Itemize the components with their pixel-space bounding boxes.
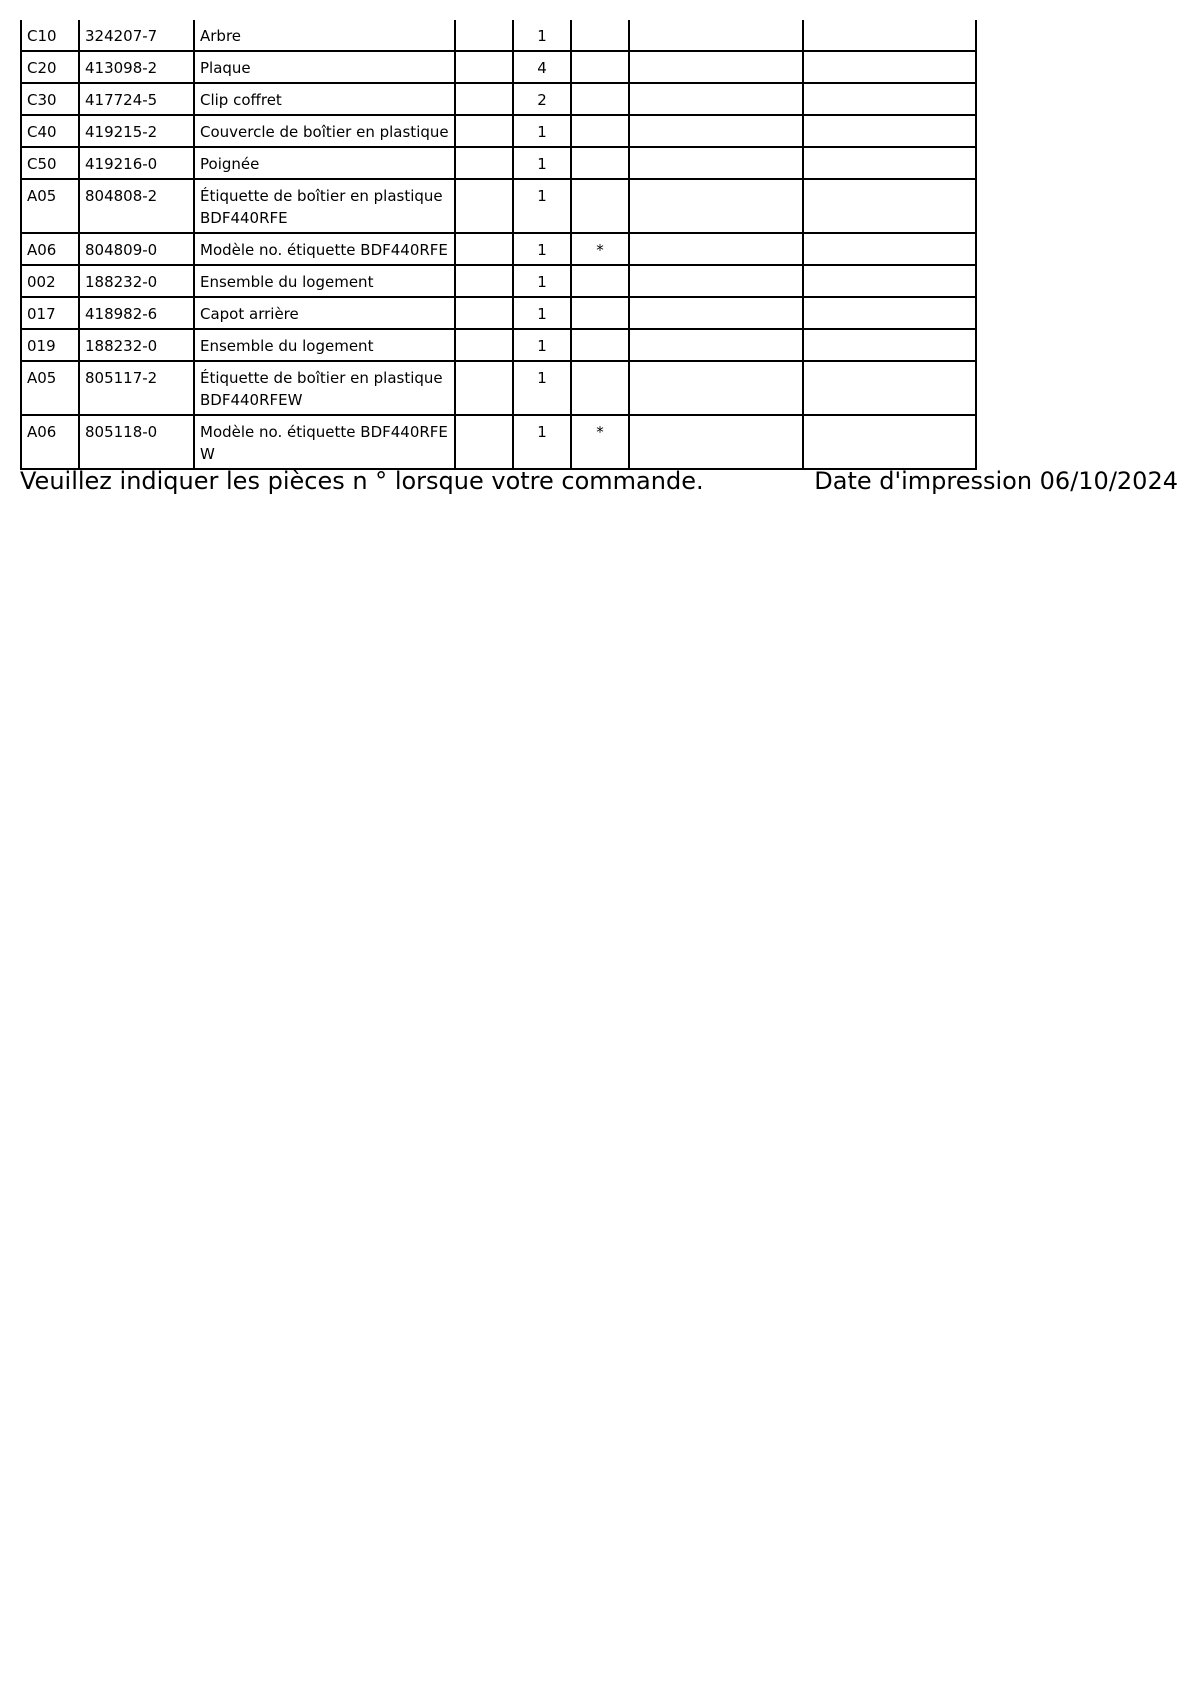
table-row <box>21 265 976 297</box>
cell-note <box>571 20 629 51</box>
cell-blank-col7 <box>629 83 803 115</box>
cell-part-number: 188232-0 <box>79 265 194 297</box>
cell-note: * <box>571 415 629 469</box>
cell-part-number: 419215-2 <box>79 115 194 147</box>
cell-note <box>571 83 629 115</box>
cell-item-number: C50 <box>21 147 79 179</box>
cell-description: Étiquette de boîtier en plastique BDF440RFEW <box>194 361 455 415</box>
cell-quantity: 1 <box>513 361 571 415</box>
cell-note: * <box>571 233 629 265</box>
cell-blank-col8 <box>803 147 976 179</box>
cell-quantity: 1 <box>513 415 571 469</box>
cell-quantity: 4 <box>513 51 571 83</box>
cell-part-number: 417724-5 <box>79 83 194 115</box>
cell-blank-col7 <box>629 51 803 83</box>
cell-note <box>571 147 629 179</box>
cell-quantity: 1 <box>513 233 571 265</box>
cell-blank-col8 <box>803 329 976 361</box>
cell-blank-col4 <box>455 83 513 115</box>
cell-item-number: C40 <box>21 115 79 147</box>
cell-part-number: 804808-2 <box>79 179 194 233</box>
table-row <box>21 83 976 115</box>
cell-blank-col4 <box>455 297 513 329</box>
cell-blank-col8 <box>803 83 976 115</box>
table-row <box>21 297 976 329</box>
cell-note <box>571 297 629 329</box>
cell-note <box>571 115 629 147</box>
table-row <box>21 179 976 233</box>
cell-item-number: A05 <box>21 361 79 415</box>
cell-description: Arbre <box>194 20 455 51</box>
cell-description: Plaque <box>194 51 455 83</box>
cell-part-number: 413098-2 <box>79 51 194 83</box>
cell-note <box>571 265 629 297</box>
order-instruction-note: Veuillez indiquer les pièces n ° lorsque votre commande. <box>20 467 704 495</box>
cell-blank-col7 <box>629 265 803 297</box>
cell-description: Ensemble du logement <box>194 329 455 361</box>
cell-note <box>571 329 629 361</box>
cell-part-number: 418982-6 <box>79 297 194 329</box>
cell-blank-col7 <box>629 415 803 469</box>
cell-blank-col7 <box>629 179 803 233</box>
cell-quantity: 2 <box>513 83 571 115</box>
cell-item-number: 019 <box>21 329 79 361</box>
cell-description: Étiquette de boîtier en plastique BDF440RFE <box>194 179 455 233</box>
cell-blank-col4 <box>455 415 513 469</box>
cell-blank-col8 <box>803 20 976 51</box>
cell-blank-col8 <box>803 51 976 83</box>
cell-blank-col7 <box>629 361 803 415</box>
cell-blank-col8 <box>803 361 976 415</box>
cell-item-number: C30 <box>21 83 79 115</box>
parts-table <box>20 20 977 470</box>
cell-item-number: 002 <box>21 265 79 297</box>
cell-description: Clip coffret <box>194 83 455 115</box>
cell-blank-col7 <box>629 297 803 329</box>
cell-quantity: 1 <box>513 115 571 147</box>
table-row <box>21 415 976 469</box>
cell-blank-col4 <box>455 361 513 415</box>
cell-blank-col7 <box>629 20 803 51</box>
cell-quantity: 1 <box>513 265 571 297</box>
cell-blank-col4 <box>455 147 513 179</box>
cell-part-number: 804809-0 <box>79 233 194 265</box>
cell-item-number: C10 <box>21 20 79 51</box>
cell-note <box>571 361 629 415</box>
cell-quantity: 1 <box>513 297 571 329</box>
table-row <box>21 361 976 415</box>
cell-item-number: A05 <box>21 179 79 233</box>
cell-quantity: 1 <box>513 20 571 51</box>
table-row <box>21 51 976 83</box>
cell-blank-col7 <box>629 115 803 147</box>
table-row <box>21 115 976 147</box>
cell-blank-col4 <box>455 51 513 83</box>
cell-quantity: 1 <box>513 147 571 179</box>
cell-blank-col4 <box>455 329 513 361</box>
cell-part-number: 324207-7 <box>79 20 194 51</box>
cell-blank-col4 <box>455 233 513 265</box>
print-date: Date d'impression 06/10/2024 <box>814 467 1178 495</box>
cell-part-number: 805117-2 <box>79 361 194 415</box>
cell-item-number: A06 <box>21 233 79 265</box>
cell-quantity: 1 <box>513 179 571 233</box>
cell-blank-col7 <box>629 329 803 361</box>
cell-blank-col8 <box>803 415 976 469</box>
cell-part-number: 188232-0 <box>79 329 194 361</box>
table-row <box>21 233 976 265</box>
cell-blank-col4 <box>455 265 513 297</box>
cell-description: Modèle no. étiquette BDF440RFE W <box>194 415 455 469</box>
table-row <box>21 147 976 179</box>
cell-note <box>571 51 629 83</box>
cell-blank-col8 <box>803 233 976 265</box>
cell-blank-col8 <box>803 179 976 233</box>
cell-part-number: 419216-0 <box>79 147 194 179</box>
cell-blank-col4 <box>455 115 513 147</box>
cell-quantity: 1 <box>513 329 571 361</box>
table-row <box>21 329 976 361</box>
cell-part-number: 805118-0 <box>79 415 194 469</box>
cell-blank-col8 <box>803 265 976 297</box>
cell-blank-col4 <box>455 20 513 51</box>
cell-item-number: C20 <box>21 51 79 83</box>
cell-blank-col7 <box>629 147 803 179</box>
cell-blank-col8 <box>803 115 976 147</box>
cell-item-number: 017 <box>21 297 79 329</box>
cell-description: Couvercle de boîtier en plastique <box>194 115 455 147</box>
parts-table-body <box>21 20 976 469</box>
cell-item-number: A06 <box>21 415 79 469</box>
cell-blank-col7 <box>629 233 803 265</box>
cell-description: Ensemble du logement <box>194 265 455 297</box>
cell-description: Capot arrière <box>194 297 455 329</box>
cell-blank-col8 <box>803 297 976 329</box>
cell-description: Modèle no. étiquette BDF440RFE <box>194 233 455 265</box>
table-row <box>21 20 976 51</box>
cell-note <box>571 179 629 233</box>
cell-blank-col4 <box>455 179 513 233</box>
cell-description: Poignée <box>194 147 455 179</box>
